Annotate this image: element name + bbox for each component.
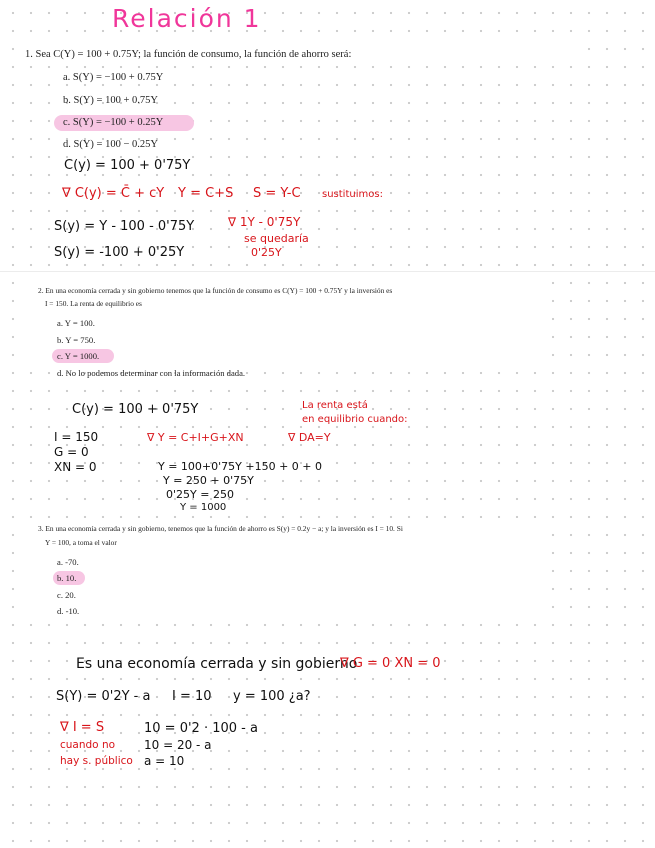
q2-note-step1: Y = 100+0'75Y +150 + 0 + 0 — [158, 460, 323, 473]
q2-note-result: Y = 1000 — [180, 502, 227, 513]
q3-note-intro: Es una economía cerrada y sin gobierno — [76, 656, 358, 672]
q2-note-net-exports: XN = 0 — [54, 460, 97, 474]
q3-note-conditions: ∇ G = 0 XN = 0 — [340, 656, 441, 671]
divider — [0, 271, 655, 272]
q3-option-b: b. 10. — [57, 573, 77, 583]
page-title: Relación 1 — [112, 4, 262, 33]
q2-option-d: d. No lo podemos determinar con la información dada. — [57, 368, 246, 378]
q2-note-consumption: C(y) = 100 + 0'75Y — [72, 402, 199, 417]
q1-note-step1b: ∇ 1Y - 0'75Y — [228, 215, 301, 229]
q3-option-c: c. 20. — [57, 590, 76, 600]
q3-note-step2: 10 = 20 - a — [144, 738, 212, 752]
q3-note-red2: hay s. público — [60, 755, 133, 767]
q3-note-income: y = 100 ¿a? — [233, 689, 311, 704]
q1-note-formula: ∇ C(y) = C̄ + cY — [62, 186, 165, 201]
q2-note-investment: I = 150 — [54, 430, 99, 444]
q1-option-b: b. S(Y) = 100 + 0.75Y — [63, 95, 158, 106]
q3-option-a: a. -70. — [57, 557, 79, 567]
q2-note-red1: La renta está — [302, 400, 368, 411]
q1-option-c: c. S(Y) = −100 + 0.25Y — [63, 117, 164, 128]
q1-note-step1: S(y) = Y - 100 - 0'75Y — [54, 219, 195, 234]
q1-note-saving: S = Y-C — [253, 186, 301, 201]
question-3-text-line2: Y = 100, a toma el valor — [45, 538, 117, 547]
q3-note-red1: cuando no — [60, 739, 116, 751]
q1-note-identity: Y = C+S — [178, 186, 234, 201]
q3-note-result: a = 10 — [144, 754, 185, 768]
q2-option-b: b. Y = 750. — [57, 335, 96, 345]
q3-note-saving: S(Y) = 0'2Y - a — [56, 689, 151, 704]
q1-note-step1c: se quedaría — [244, 232, 309, 245]
q1-note-substitute: sustituimos: — [322, 189, 383, 200]
q2-note-equilibrium: ∇ Y = C+I+G+XN — [147, 431, 244, 444]
q2-option-c: c. Y = 1000. — [57, 351, 100, 361]
q1-option-a: a. S(Y) = −100 + 0.75Y — [63, 72, 164, 83]
q2-note-red2: en equilibrio cuando: — [302, 414, 408, 425]
question-2-text-line2: I = 150. La renta de equilibrio es — [45, 299, 142, 308]
q3-note-equality: ∇ I = S — [60, 720, 105, 735]
q2-note-step3: 0'25Y = 250 — [166, 488, 234, 501]
question-2-text-line1: 2. En una economía cerrada y sin gobierno tenemos que la función de consumo es C(Y) = 100 + 0.75Y y la inversión es — [38, 286, 393, 295]
question-3-text-line1: 3. En una economía cerrada y sin gobierno, tenemos que la función de ahorro es S(y) = 0.2y − a; y la inversión es I = 10. Si — [38, 524, 403, 533]
q1-note-result: S(y) = -100 + 0'25Y — [54, 245, 185, 260]
q3-option-d: d. -10. — [57, 606, 80, 616]
q2-note-da: ∇ DA=Y — [288, 431, 331, 444]
q1-option-d: d. S(Y) = 100 − 0.25Y — [63, 139, 158, 150]
question-1-text: 1. Sea C(Y) = 100 + 0.75Y; la función de consumo, la función de ahorro será: — [25, 49, 352, 60]
q3-note-investment: I = 10 — [172, 689, 212, 704]
q1-note-step1d: 0'25Y — [251, 246, 282, 259]
q2-note-step2: Y = 250 + 0'75Y — [163, 474, 254, 487]
q3-note-step1: 10 = 0'2 · 100 - a — [144, 721, 258, 736]
q2-option-a: a. Y = 100. — [57, 318, 95, 328]
q2-note-government: G = 0 — [54, 445, 89, 459]
q1-note-consumption: C(y) = 100 + 0'75Y — [64, 158, 191, 173]
